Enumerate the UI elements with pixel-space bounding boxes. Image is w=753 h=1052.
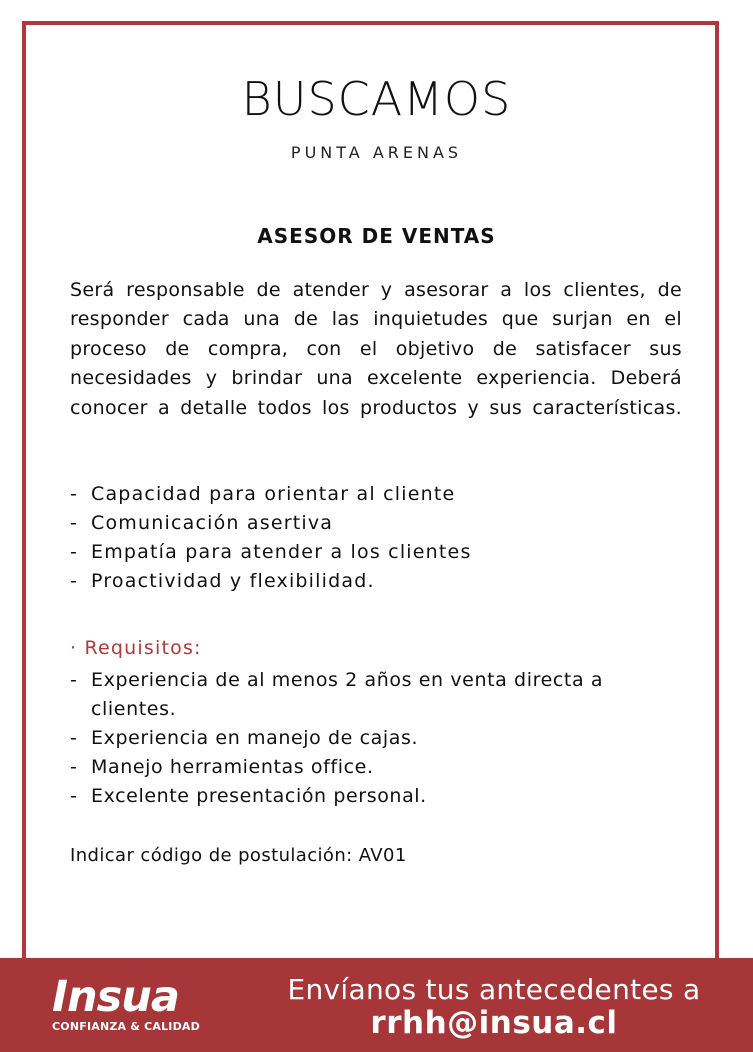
brand-tagline: CONFIANZA & CALIDAD — [52, 1020, 200, 1033]
location-subtitle: PUNTA ARENAS — [290, 143, 463, 162]
list-item: - Empatía para atender a los clientes — [70, 538, 690, 567]
skills-list — [70, 480, 690, 596]
application-code-note: Indicar código de postulación: AV01 — [70, 845, 407, 866]
list-item: - Excelente presentación personal. — [70, 782, 690, 811]
list-item: - Manejo herramientas office. — [70, 753, 690, 782]
brand-wordmark: Insua — [52, 972, 179, 1022]
list-item: - Experiencia de al menos 2 años en venta directa a clientes. — [70, 666, 690, 724]
list-item: - Experiencia en manejo de cajas. — [70, 724, 690, 753]
contact-block — [258, 974, 730, 1040]
poster-title: BUSCAMOS — [241, 72, 512, 126]
requirements-list — [70, 666, 690, 811]
contact-cta: Envíanos tus antecedentes a — [287, 973, 701, 1006]
requirements-heading: · Requisitos: — [70, 637, 202, 659]
job-description: Será responsable de atender y asesorar a los clientes, de responder cada una de las inquietudes que surjan en el proceso de compra, con el objetivo de satisfacer sus necesidades y brindar una excelente experiencia. Deberá conocer a detalle todos los productos y sus características. — [70, 279, 682, 419]
list-item: - Capacidad para orientar al cliente — [70, 480, 690, 509]
contact-email-link[interactable]: rrhh@insua.cl — [370, 1005, 618, 1041]
list-item: - Proactividad y flexibilidad. — [70, 567, 690, 596]
list-item: - Comunicación asertiva — [70, 509, 690, 538]
job-title: ASESOR DE VENTAS — [257, 224, 496, 248]
brand-logo — [52, 972, 232, 1033]
footer-banner — [0, 958, 753, 1052]
